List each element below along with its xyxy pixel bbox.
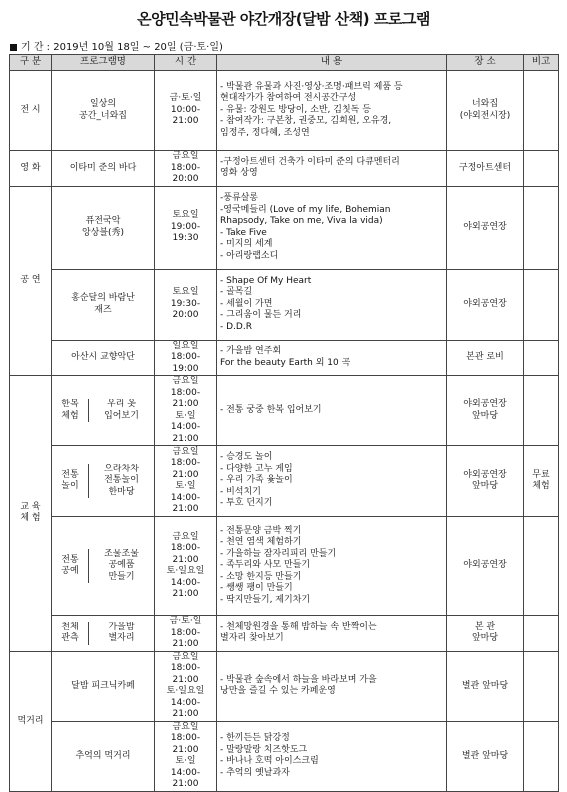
list-item: - 다양한 고누 게임	[220, 463, 293, 474]
list-item: - 참여작가: 구본창, 권중모, 김희원, 오유경,	[220, 116, 392, 127]
subcategory-cell: 천체 관측	[52, 622, 89, 645]
list-item: - 가을하늘 잠자리피리 만들기	[220, 548, 337, 559]
content-list	[220, 157, 443, 180]
note-cell	[524, 517, 559, 616]
list-item: - 승경도 놀이	[220, 452, 273, 463]
list-item: - D.D.R	[220, 321, 252, 332]
content-list	[220, 526, 443, 607]
table-row	[10, 71, 559, 151]
list-item: - 소망 한지등 만들기	[220, 571, 302, 582]
list-item: - 박물관 유물과 사진·영상·조명·패브릭 제품 등	[220, 81, 403, 92]
header-time: 시 간	[155, 55, 217, 71]
list-item: -구정아트센터 건축가 이타미 준의 다큐멘터리	[220, 156, 400, 167]
page-title: 온양민속박물관 야간개장(달밤 산책) 프로그램	[137, 10, 430, 28]
list-item: - Take Five	[220, 227, 267, 238]
header-program: 프로그램명	[52, 55, 155, 71]
note-cell	[524, 151, 559, 187]
list-item: 영화 상영	[220, 168, 258, 179]
place-cell: 별관 앞마당	[447, 651, 524, 721]
note-cell	[524, 721, 559, 791]
content-cell	[217, 721, 447, 791]
table-header-row	[10, 55, 559, 71]
content-list	[220, 346, 443, 369]
list-item: 별자리 찾아보기	[220, 633, 284, 644]
table-row	[10, 186, 559, 269]
place-cell: 구정아트센터	[447, 151, 524, 187]
header-content: 내 용	[217, 55, 447, 71]
time-cell: 금요일 18:00-21:00 토·일요일 14:00-21:00	[155, 651, 217, 721]
list-item: - 투호 던지기	[220, 498, 273, 509]
program-name: 가을밤 별자리	[108, 621, 135, 644]
list-item: - Shape Of My Heart	[220, 275, 312, 286]
place-cell: 야외공연장	[447, 186, 524, 269]
program-name: 조물조물 공예품 만들기	[104, 548, 139, 582]
place-cell: 본관 로비	[447, 340, 524, 376]
program-name: 우리 옷 입어보기	[104, 399, 139, 421]
content-cell	[217, 616, 447, 652]
list-item: - 천체망원경을 통해 밤하늘 속 반짝이는	[220, 621, 377, 632]
program-name: 퓨전국악 앙상블(秀)	[52, 186, 155, 269]
place-cell: 야외공연장 앞마당	[447, 446, 524, 517]
content-cell	[217, 340, 447, 376]
content-list	[220, 622, 443, 645]
subcategory-cell: 전통 공예	[52, 549, 89, 584]
content-list	[220, 405, 443, 417]
table-row	[10, 651, 559, 721]
table-row	[10, 151, 559, 187]
category-cell: 영 화	[10, 151, 52, 187]
time-cell: 금요일 18:00-20:00	[155, 151, 217, 187]
header-place: 장 소	[447, 55, 524, 71]
content-cell	[217, 446, 447, 517]
table-row	[10, 616, 559, 652]
time-cell: 금요일 18:00-21:00 토·일 14:00-21:00	[155, 376, 217, 446]
table-row	[10, 446, 559, 517]
list-item: 임정주, 정다혜, 조성연	[220, 127, 310, 138]
list-item: - 한끼든든 닭강정	[220, 733, 290, 744]
category-cell: 먹거리	[10, 651, 52, 791]
time-cell: 금요일 18:00-21:00 토·일요일 14:00-21:00	[155, 517, 217, 616]
table-row	[10, 376, 559, 446]
note-cell: 무료 체험	[524, 446, 559, 517]
time-cell: 일요일 18:00-19:00	[155, 340, 217, 376]
list-item: For the beauty Earth 외 10 곡	[220, 357, 351, 368]
content-cell	[217, 151, 447, 187]
program-name: 으라차차 전통놀이 한마당	[104, 463, 139, 497]
list-item: - 박물관 숲속에서 하늘을 바라보며 가을	[220, 674, 377, 685]
period-line	[10, 38, 223, 53]
category-cell: 교 육 체 험	[10, 376, 52, 652]
content-cell	[217, 269, 447, 340]
note-cell	[524, 340, 559, 376]
content-list	[220, 452, 443, 510]
list-item: - 전통문양 금박 찍기	[220, 525, 302, 536]
list-item: -영국메들리 (Love of my life, Bohemian	[220, 204, 391, 215]
place-cell: 야외공연장 앞마당	[447, 376, 524, 446]
note-cell	[524, 269, 559, 340]
program-name: 아산시 교향악단	[52, 340, 155, 376]
list-item: - 딱지만들기, 제기차기	[220, 594, 311, 605]
list-item: - 천연 염색 체험하기	[220, 537, 302, 548]
list-item: - 쌩쌩 팽이 만들기	[220, 583, 293, 594]
list-item: - 그리움이 물든 거리	[220, 310, 302, 321]
list-item: - 유물: 강원도 방당이, 소반, 김칫독 등	[220, 104, 371, 115]
program-name: 이타미 준의 바다	[52, 151, 155, 187]
program-name: 일상의 공간_너와집	[52, 71, 155, 151]
list-item: - 아리랑랩소디	[220, 250, 279, 261]
list-item: -풍류살롱	[220, 193, 259, 203]
place-cell: 너와집 (야외전시장)	[447, 71, 524, 151]
list-item: - 비석치기	[220, 486, 261, 497]
content-list	[220, 675, 443, 698]
note-cell	[524, 616, 559, 652]
time-cell: 토요일 19:30-20:00	[155, 269, 217, 340]
list-item: 낭만을 즐길 수 있는 카페운영	[220, 686, 336, 697]
place-cell: 야외공연장	[447, 517, 524, 616]
content-cell	[217, 517, 447, 616]
list-item: - 말랑말랑 치즈핫도그	[220, 744, 308, 755]
note-cell	[524, 376, 559, 446]
table-row	[10, 517, 559, 616]
place-cell: 별관 앞마당	[447, 721, 524, 791]
place-cell: 본 관 앞마당	[447, 616, 524, 652]
category-cell: 전 시	[10, 71, 52, 151]
content-cell	[217, 186, 447, 269]
table-row	[10, 269, 559, 340]
content-list	[220, 82, 443, 140]
bullet-square-icon	[10, 44, 17, 51]
time-cell: 토요일 19:00-19:30	[155, 186, 217, 269]
list-item: - 바나나 호떡 아이스크림	[220, 756, 319, 767]
time-cell: 금요일 18:00-21:00 토·일 14:00-21:00	[155, 446, 217, 517]
program-name: 달밤 피크닉카페	[52, 651, 155, 721]
note-cell	[524, 651, 559, 721]
content-list	[220, 733, 443, 779]
time-cell: 금·토·일 10:00-21:00	[155, 71, 217, 151]
list-item: Rhapsody, Take on me, Viva la vida)	[220, 216, 383, 227]
content-cell	[217, 376, 447, 446]
subcategory-cell: 한복 체험	[52, 399, 89, 422]
time-cell: 금요일 18:00-21:00 토·일 14:00-21:00	[155, 721, 217, 791]
table-row	[10, 340, 559, 376]
table-row	[10, 721, 559, 791]
list-item: - 족두리와 사모 만들기	[220, 560, 311, 571]
content-cell	[217, 71, 447, 151]
list-item: - 우리 가족 윷놀이	[220, 475, 293, 486]
list-item: - 전통 궁중 한복 입어보기	[220, 404, 322, 415]
subcategory-cell: 전통 놀이	[52, 464, 89, 499]
list-item: - 세월이 가면	[220, 298, 273, 309]
list-item: - 가을밤 연주회	[220, 346, 282, 357]
header-note: 비고	[524, 55, 559, 71]
note-cell	[524, 71, 559, 151]
program-name: 홍순달의 바람난 재즈	[52, 269, 155, 340]
list-item: 현대작가가 참여하여 전시공간구성	[220, 93, 357, 104]
list-item: - 미지의 세계	[220, 239, 273, 250]
header-category: 구 분	[10, 55, 52, 71]
period-text: 기 간 : 2019년 10월 18일 ~ 20일 (금·토·일)	[21, 42, 223, 53]
content-list	[220, 276, 443, 334]
place-cell: 야외공연장	[447, 269, 524, 340]
program-table	[9, 54, 559, 792]
program-name: 추억의 먹거리	[52, 721, 155, 791]
category-cell: 공 연	[10, 186, 52, 376]
note-cell	[524, 186, 559, 269]
content-cell	[217, 651, 447, 721]
list-item: - 추억의 옛날과자	[220, 767, 290, 778]
content-list	[220, 193, 443, 262]
time-cell: 금·토·일 18:00-21:00	[155, 616, 217, 652]
list-item: - 골목길	[220, 287, 253, 298]
